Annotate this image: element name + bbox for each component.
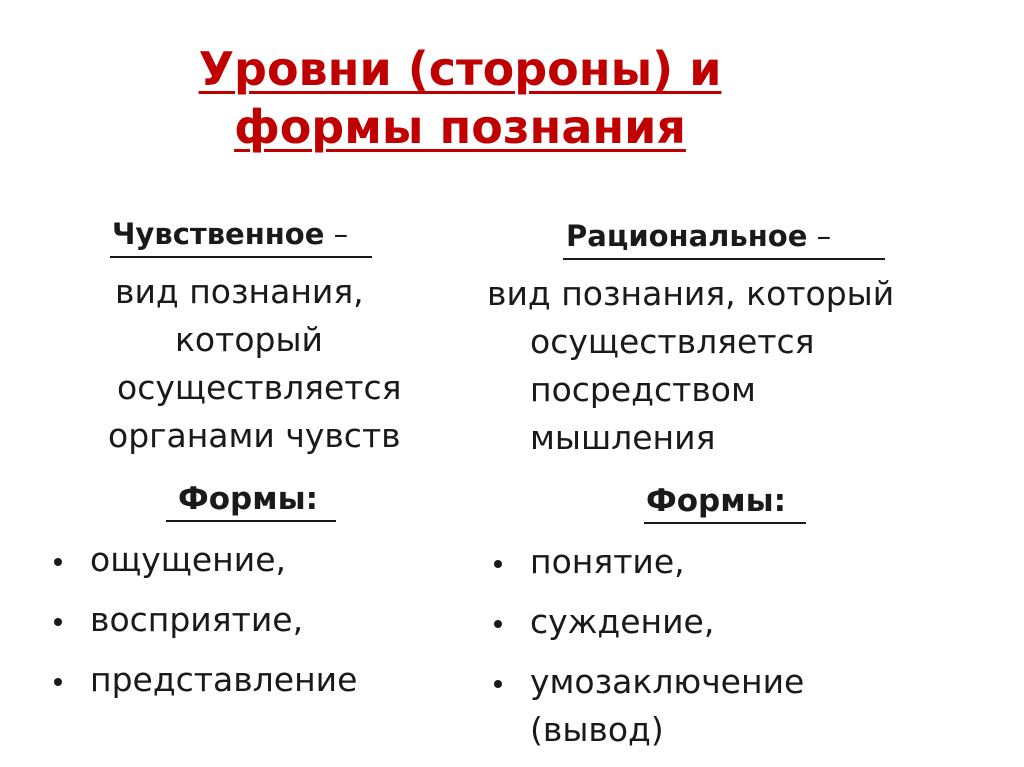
rational-forms-underline	[644, 522, 806, 524]
list-item	[488, 538, 804, 586]
sensory-heading-dash: –	[324, 217, 349, 251]
sensory-heading	[112, 214, 348, 254]
sensory-forms-underline	[166, 520, 336, 522]
sensory-form-text: представление	[90, 660, 358, 699]
slide-title	[150, 40, 770, 156]
bullet-dot-icon	[54, 558, 62, 566]
rational-heading-word: Рациональное	[566, 219, 808, 253]
sensory-desc-line-2: который	[175, 320, 323, 359]
sensory-desc-line-4: органами чувств	[108, 416, 401, 455]
bullet-dot-icon	[494, 560, 502, 568]
sensory-forms-label: Формы:	[178, 481, 318, 517]
rational-heading-dash: –	[807, 219, 832, 253]
bullet-dot-icon	[494, 620, 502, 628]
sensory-heading-underline	[110, 256, 372, 258]
list-item	[48, 536, 357, 584]
sensory-desc-line-1: вид познания,	[115, 272, 364, 311]
title-line-2: формы познания	[234, 100, 686, 154]
bullet-dot-icon	[494, 680, 502, 688]
rational-forms-label: Формы:	[646, 483, 786, 519]
rational-desc-line-2: осуществляется	[530, 322, 815, 361]
rational-form-text: умозаключение	[530, 662, 805, 701]
bullet-dot-icon	[54, 678, 62, 686]
sensory-form-text: ощущение,	[90, 540, 287, 579]
rational-heading	[566, 216, 831, 256]
rational-forms-list	[488, 538, 804, 754]
rational-form-text: понятие,	[530, 542, 685, 581]
rational-desc-line-4: мышления	[530, 418, 716, 457]
title-line-1: Уровни (стороны) и	[198, 42, 722, 96]
rational-form-text-continued: (вывод)	[530, 710, 664, 749]
sensory-heading-word: Чувственное	[112, 217, 325, 251]
list-item	[48, 596, 357, 644]
sensory-desc-line-3: осуществляется	[117, 368, 402, 407]
rational-desc-line-3: посредством	[530, 370, 756, 409]
rational-desc-line-1: вид познания, который	[487, 274, 895, 313]
rational-heading-underline	[563, 258, 885, 260]
sensory-forms-list	[48, 536, 357, 716]
sensory-form-text: восприятие,	[90, 600, 304, 639]
list-item	[488, 598, 804, 646]
list-item	[48, 656, 357, 704]
list-item	[488, 658, 804, 754]
bullet-dot-icon	[54, 618, 62, 626]
rational-form-text: суждение,	[530, 602, 715, 641]
